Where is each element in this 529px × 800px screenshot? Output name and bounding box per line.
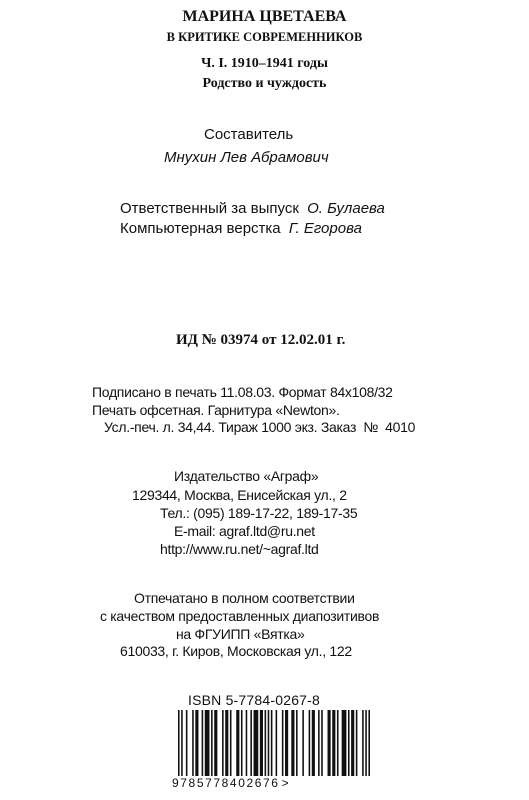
barcode-bar xyxy=(321,710,323,776)
barcode-bar xyxy=(250,710,252,776)
publisher-name: Издательство «Аграф» xyxy=(174,468,319,484)
print-info-line1: Подписано в печать 11.08.03. Формат 84х108/32 xyxy=(92,384,393,400)
barcode-bar xyxy=(296,710,298,776)
responsible-credit xyxy=(120,200,385,217)
barcode-arrow: > xyxy=(281,776,291,790)
barcode-bar xyxy=(214,710,217,776)
barcode-digits xyxy=(172,776,290,790)
barcode-bar xyxy=(282,710,284,776)
barcode-bar xyxy=(246,710,248,776)
compiler-label: Составитель xyxy=(204,126,294,143)
print-info-line2: Печать офсетная. Гарнитура «Newton». xyxy=(92,402,340,418)
publisher-address: 129344, Москва, Енисейская ул., 2 xyxy=(132,487,347,503)
barcode-bar xyxy=(260,710,263,776)
barcode-bar xyxy=(351,710,354,776)
barcode-bar xyxy=(285,710,288,776)
responsible-name: О. Булаева xyxy=(307,200,385,217)
barcode-bar xyxy=(222,710,224,776)
barcode-bar xyxy=(268,710,270,776)
barcode-bar xyxy=(211,710,213,776)
barcode-bar xyxy=(181,710,183,776)
barcode-number: 9785778402676 xyxy=(172,776,280,790)
barcode-bar xyxy=(302,710,304,776)
barcode-bar xyxy=(312,710,315,776)
barcode-bar xyxy=(342,710,347,776)
barcode-bar xyxy=(178,710,180,776)
printer-line4: 610033, г. Киров, Московская ул., 122 xyxy=(120,643,352,659)
printer-line2: с качеством предоставленных диапозитивов xyxy=(100,608,380,624)
barcode-bar xyxy=(205,710,210,776)
barcode-bar xyxy=(318,710,320,776)
publisher-phone: Тел.: (095) 189-17-22, 189-17-35 xyxy=(160,505,358,521)
printer-line1: Отпечатано в полном соответствии xyxy=(134,590,355,606)
barcode-bar xyxy=(186,710,188,776)
barcode-bar xyxy=(276,710,278,776)
compiler-name: Мнухин Лев Абрамович xyxy=(164,149,329,166)
book-subtitle: В КРИТИКЕ СОВРЕМЕННИКОВ xyxy=(166,30,363,44)
barcode-bar xyxy=(368,710,370,776)
layout-label: Компьютерная верстка xyxy=(120,220,281,237)
book-author: МАРИНА ЦВЕТАЕВА xyxy=(182,8,347,25)
barcode-bar xyxy=(348,710,350,776)
barcode-bar xyxy=(271,710,273,776)
barcode-bar xyxy=(241,710,243,776)
barcode-bar xyxy=(195,710,198,776)
barcode-bar xyxy=(202,710,204,776)
isbn-barcode xyxy=(178,710,370,776)
book-part-title: Родство и чуждость xyxy=(202,76,327,91)
barcode-bar xyxy=(309,710,311,776)
barcode-bar xyxy=(365,710,367,776)
barcode-bar xyxy=(230,710,232,776)
license-id: ИД № 03974 от 12.02.01 г. xyxy=(176,332,346,348)
isbn-label: ISBN 5-7784-0267-8 xyxy=(188,692,321,708)
barcode-bar xyxy=(328,710,331,776)
publisher-email: E-mail: agraf.ltd@ru.net xyxy=(174,523,315,539)
book-part: Ч. I. 1910–1941 годы xyxy=(201,56,328,71)
layout-name: Г. Егорова xyxy=(288,220,362,237)
printer-line3: на ФГУИПП «Вятка» xyxy=(176,626,305,642)
barcode-bar xyxy=(265,710,267,776)
barcode-bar xyxy=(362,710,364,776)
barcode-bar xyxy=(356,710,358,776)
responsible-label: Ответственный за выпуск xyxy=(120,200,299,217)
barcode-bar xyxy=(236,710,239,776)
barcode-bar xyxy=(225,710,228,776)
barcode-bar xyxy=(254,710,259,776)
publisher-url: http://www.ru.net/~agraf.ltd xyxy=(160,541,319,557)
barcode-bar xyxy=(192,710,194,776)
barcode-bar xyxy=(291,710,294,776)
barcode-bar xyxy=(332,710,335,776)
layout-credit xyxy=(120,220,362,237)
print-info-line3: Усл.-печ. л. 34,44. Тираж 1000 экз. Заказ № 4010 xyxy=(104,419,416,435)
barcode-bar xyxy=(337,710,339,776)
